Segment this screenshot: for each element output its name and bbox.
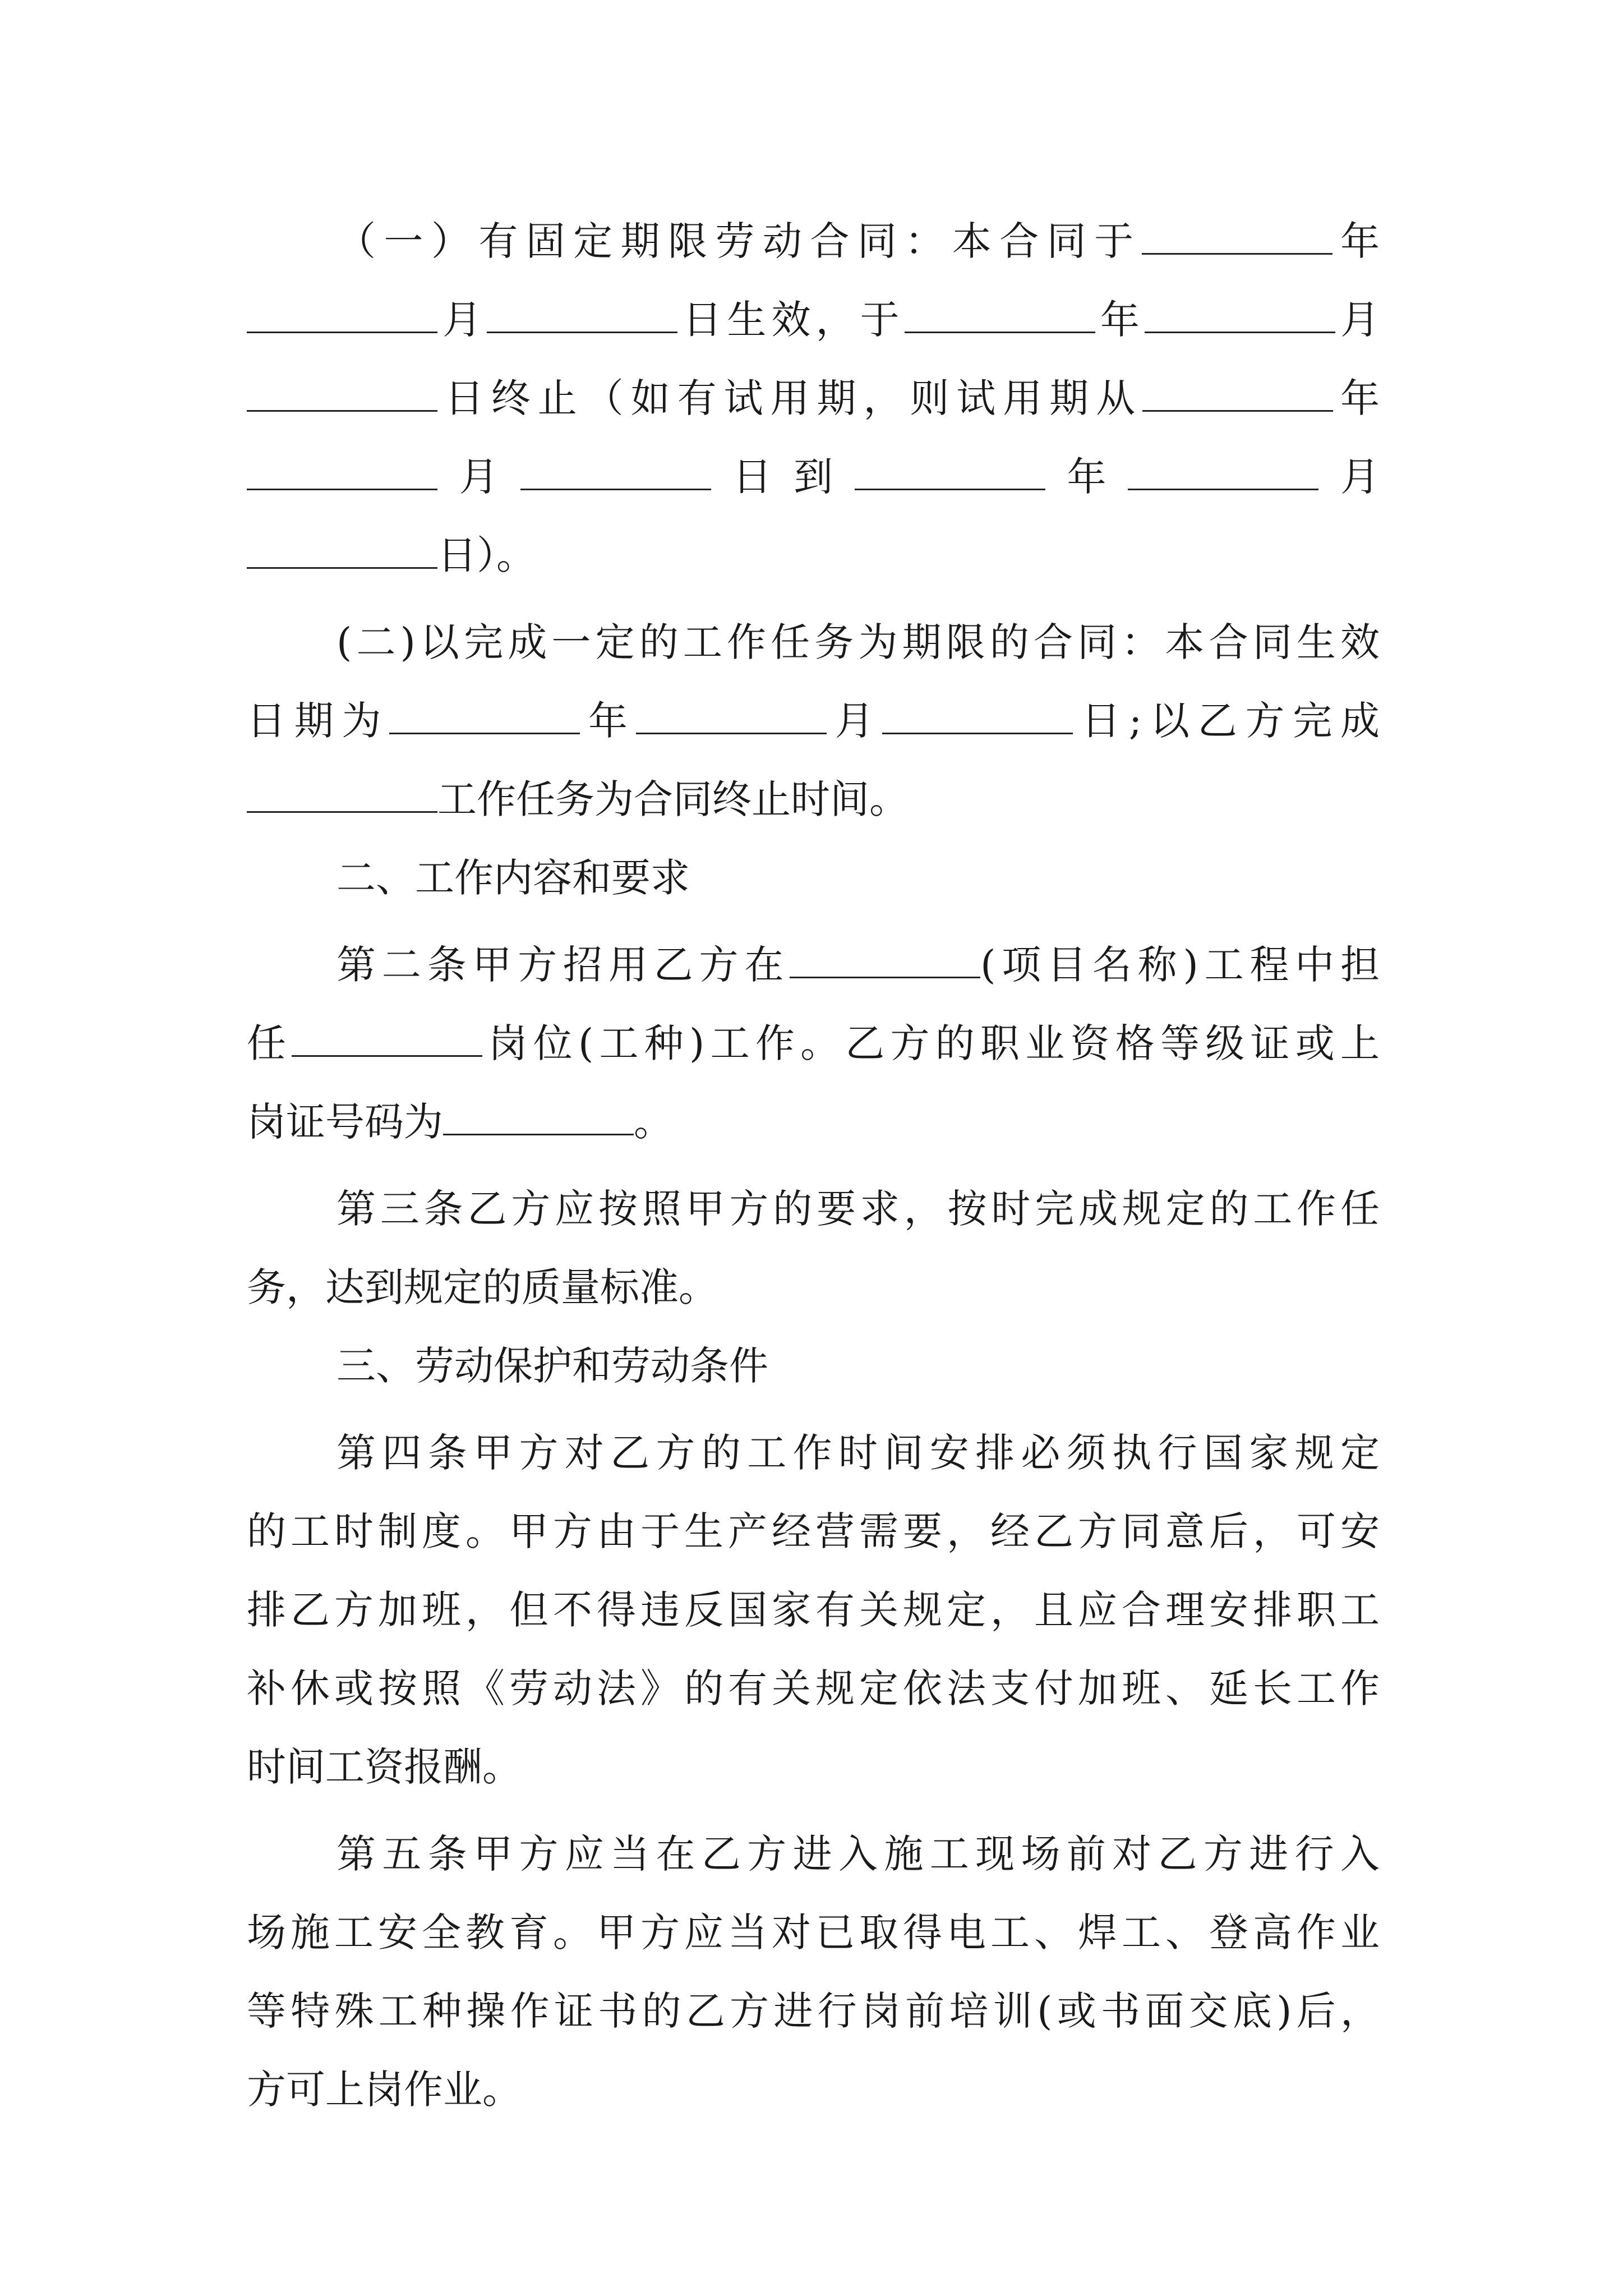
text-segment: 日期为 [247,698,390,744]
text-segment: 的工时制度。甲方由于生产经营需要，经乙方同意后，可安 [247,1508,1380,1554]
fill-in-blank[interactable] [882,727,1073,734]
text-line [247,1254,1380,1321]
fill-in-blank[interactable] [443,1128,634,1135]
fill-in-blank[interactable] [790,971,980,978]
text-segment: 日终止（如有试用期，则试用期从 [437,375,1143,421]
text-segment: 任 [247,1020,292,1066]
text-segment: 日）。 [437,532,536,578]
text-segment: (项目名称)工程中担 [980,942,1380,988]
text-segment: 第二条甲方招用乙方在 [336,942,790,988]
text-line [247,1010,1380,1077]
text-segment: 务，达到规定的质量标准。 [247,1264,718,1310]
text-segment: 排乙方加班，但不得违反国家有关规定，且应合理安排职工 [247,1587,1380,1633]
text-segment: (二)以完成一定的工作任务为期限的合同：本合同生效 [336,619,1380,665]
fill-in-blank[interactable] [292,1050,482,1057]
fill-in-blank[interactable] [855,483,1045,490]
text-line [247,687,1380,754]
text-segment: 。 [634,1099,673,1145]
text-segment: 二、工作内容和要求 [336,855,690,901]
text-line [247,1977,1380,2045]
text-line [247,443,1380,510]
text-line [247,522,1380,589]
fill-in-blank[interactable] [247,326,437,333]
text-segment: 月 [826,698,883,744]
fill-in-blank[interactable] [389,727,580,734]
fill-in-blank[interactable] [1145,326,1335,333]
text-segment: 月 [1318,454,1380,500]
text-line [247,766,1380,833]
text-segment: 等特殊工种操作证书的乙方进行岗前培训(或书面交底)后， [247,1988,1380,2034]
text-segment: 方可上岗作业。 [247,2067,522,2113]
text-segment: 日生效，于 [677,297,905,343]
text-segment: 月 [1335,297,1380,343]
text-segment: 月 [437,454,520,500]
text-line [336,609,1380,676]
text-line [247,1733,1380,1801]
fill-in-blank[interactable] [487,326,677,333]
text-segment: 岗证号码为 [247,1099,443,1145]
fill-in-blank[interactable] [247,404,437,412]
text-line [247,1088,1380,1156]
text-segment: 时间工资报酬。 [247,1744,522,1790]
text-line [336,1175,1380,1243]
text-segment: 三、劳动保护和劳动条件 [336,1343,768,1389]
text-segment: 第三条乙方应按照甲方的要求，按时完成规定的工作任 [336,1186,1380,1232]
fill-in-blank[interactable] [1128,483,1318,490]
text-line [336,844,1380,912]
text-segment: 场施工安全教育。甲方应当对已取得电工、焊工、登高作业 [247,1910,1380,1955]
text-segment: 日到 [711,454,855,500]
text-segment: 工作任务为合同终止时间。 [437,776,909,822]
text-line [336,931,1380,999]
text-segment: 第五条甲方应当在乙方进入施工现场前对乙方进行入 [336,1831,1380,1877]
fill-in-blank[interactable] [247,483,437,490]
text-segment: 补休或按照《劳动法》的有关规定依法支付加班、延长工作 [247,1665,1380,1711]
fill-in-blank[interactable] [905,326,1095,333]
fill-in-blank[interactable] [247,806,437,813]
text-segment: 月 [437,297,487,343]
text-line [336,1419,1380,1487]
fill-in-blank[interactable] [1142,404,1333,412]
text-line [247,286,1380,353]
text-segment: 第四条甲方对乙方的工作时间安排必须执行国家规定 [336,1430,1380,1476]
text-segment: 年 [1095,297,1145,343]
text-line [247,1899,1380,1966]
text-segment: 岗位(工种)工作。乙方的职业资格等级证或上 [482,1020,1380,1066]
text-segment: 年 [580,698,636,744]
text-segment: 年 [1333,375,1380,421]
text-line [336,1820,1380,1888]
text-segment: 年 [1045,454,1128,500]
text-line [336,208,1380,275]
text-segment: 日;以乙方完成 [1073,698,1380,744]
fill-in-blank[interactable] [247,562,437,569]
text-line [247,365,1380,432]
text-line [247,2056,1380,2123]
text-line [247,1576,1380,1644]
text-segment: 年 [1332,218,1380,264]
text-line [247,1655,1380,1722]
fill-in-blank[interactable] [636,727,827,734]
text-segment: （一）有固定期限劳动合同：本合同于 [336,218,1142,264]
text-line [247,1498,1380,1565]
text-line [336,1332,1380,1400]
fill-in-blank[interactable] [1142,247,1332,255]
fill-in-blank[interactable] [520,483,711,490]
